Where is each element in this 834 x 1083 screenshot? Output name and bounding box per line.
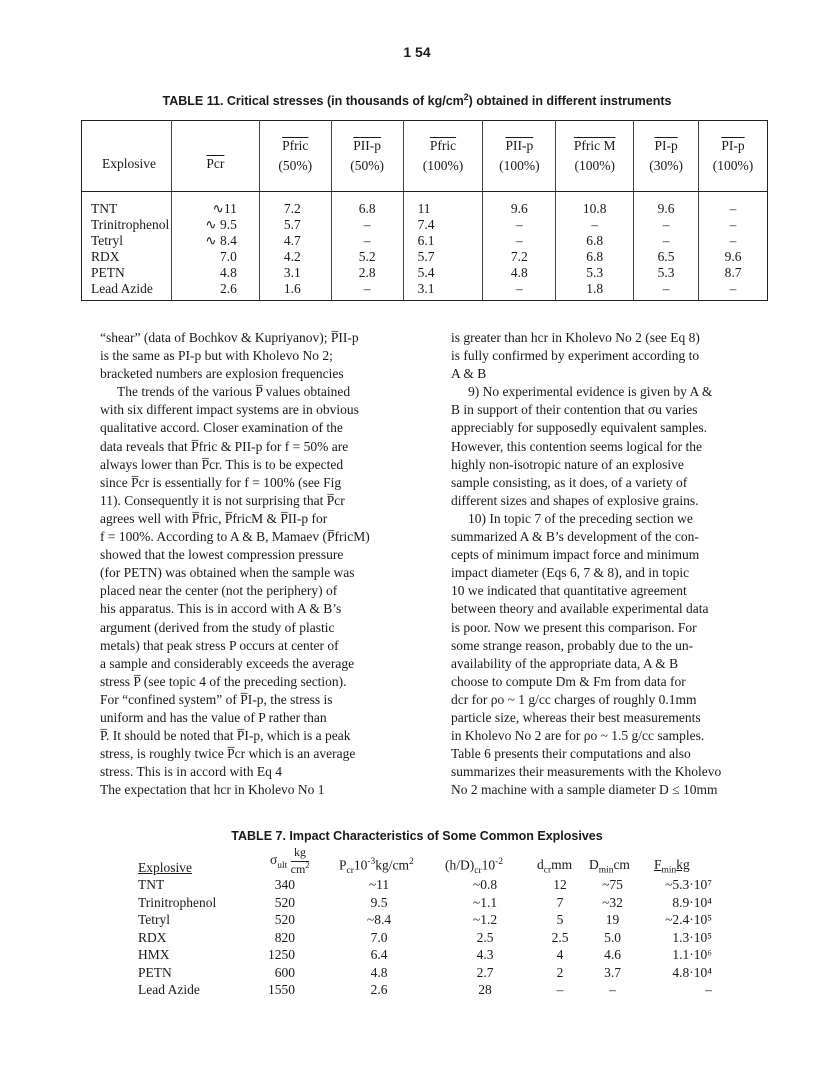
table7-cell-value: 1250 [268,947,295,962]
table11-header-symbol: PI-p [654,138,678,153]
table7-cell-value: 520 [274,894,295,910]
table11-header-pfric-50 [259,121,331,192]
text-line: agrees well with P̅fric, P̅fricM & P̅II-p for [100,510,328,526]
table11-cell-value: – [331,233,403,249]
table11-header-percent: (50%) [278,158,313,173]
table7-cell-value: 4.6 [604,947,621,962]
table11-cell-value: – [634,217,699,233]
table7-header-sigma-ult: $\sigma_{ult} \frac{kg}{cm^2}$ [270,845,310,876]
text-line: dcr for ρo ~ 1 g/cc charges of roughly 0.1mm [451,691,697,707]
table7-row [138,964,716,982]
text-line: particle size, whereas their best measurements [451,709,701,725]
table11-cell-value: 5.2 [331,249,403,265]
table11-cell-explosive: RDX [91,249,120,264]
table7-cell-value: 2.6 [370,982,388,997]
table11-cell-value: ∿ 9.5 [171,217,259,233]
table7-header-explosive: Explosive [138,860,192,875]
table7-cell-value: 1550 [268,982,295,997]
table11-cell-value: 5.3 [556,265,634,281]
text-line: bracketed numbers are explosion frequencies [100,366,344,382]
table7-cell-value: 2.7 [476,964,494,980]
table7-row [138,981,716,999]
text-line: appreciably for supposedly equivalent samples. [451,420,708,436]
table11-header-row [82,121,768,192]
text-line: stress. This is in accord with Eq 4 [100,764,282,780]
table11-header-percent: (100%) [712,158,754,173]
table11-cell-value: – [331,281,403,301]
table11-header-pii-p-100 [483,121,556,192]
table11-header-percent: (30%) [649,158,683,173]
table11-row [82,192,768,218]
table11-cell-value: 6.1 [403,233,483,249]
table7-header-pcr: $P_{cr}10^{-3}kg/cm^2$ [339,856,414,876]
text-line: availability of the appropriate data, A & B [451,655,679,671]
table11-header-symbol: PI-p [721,138,745,153]
table7-cell-value: – [556,982,564,997]
table11-header-symbol: Pfric [282,138,309,153]
table7-cell-explosive: Trinitrophenol [138,894,217,910]
table11-cell-value: 6.8 [331,192,403,218]
table7-cell-explosive: Tetryl [138,912,171,927]
table11-cell-value: 4.2 [259,249,331,265]
text-line: (for PETN) was obtained when the sample was [100,565,355,581]
table11-header-pfric-100 [403,121,483,192]
table7-cell-value: ~8.4 [366,912,392,927]
text-line: B in support of their contention that σu varies [451,402,698,418]
text-line: sample consisting, as it does, of a variety of [451,474,688,490]
text-line: showed that the lowest compression pressure [100,547,344,563]
table11-cell-value: 3.1 [403,281,483,301]
table11-cell-value: 5.7 [403,249,483,265]
text-line: some strange reason, probably due to the un- [451,637,694,653]
text-line: impact diameter (Eqs 6, 7 & 8), and in topic [451,565,690,581]
table11-cell-value: – [556,217,634,233]
table11-body [82,192,768,301]
text-line: uniform and has the value of P rather than [100,709,327,725]
table11-header-percent: (50%) [350,158,384,173]
text-line: is greater than hcr in Kholevo No 2 (see Eq 8) [451,330,700,345]
table11-cell-value: 5.4 [403,265,483,281]
text-line: Table 6 presents their computations and also [451,746,691,762]
table11-cell-value: – [483,233,556,249]
table7 [138,846,716,999]
text-line: is fully confirmed by experiment according to [451,348,700,364]
text-line: placed near the center (not the periphery) of [100,583,338,599]
table7-cell-value: 4.3 [476,947,494,962]
text-line: However, this contention seems logical for the [451,438,703,454]
text-line: always lower than P̅cr. This is to be expected [100,456,344,472]
table11-header-symbol: PII-p [353,138,381,153]
table7-cell-value: 340 [274,877,295,892]
table11-cell-value: 7.4 [403,217,483,233]
table11-cell-explosive: Trinitrophenol [91,217,170,232]
table7-row [138,894,716,912]
text-line: metals) that peak stress P occurs at center of [100,637,339,653]
text-line: summarizes their measurements with the Kholevo [451,764,722,780]
table11-caption: TABLE 11. Critical stresses (in thousands of $kg/cm^2$) obtained in different instruments [162,92,672,109]
table7-body [138,876,716,999]
table11-header-pcr [171,121,259,192]
table7-cell-value: ~1.1 [472,894,498,910]
table7-cell-value: 4 [556,947,564,962]
table11 [81,120,768,301]
text-line: data reveals that P̅fric & PII-p for f = 50% are [100,438,349,454]
table11-header-pii-p-50 [331,121,403,192]
text-line: with six different impact systems are in obvious [100,402,359,418]
text-line: “shear” (data of Bochkov & Kupriyanov); P̅II-p [100,330,359,345]
text-line: is the same as PI-p but with Kholevo No 2; [100,348,333,364]
table11-cell-value: 2.8 [331,265,403,281]
table7-row [138,929,716,947]
table7-cell-value: 6.4 [370,947,388,962]
left-text-column [100,329,370,799]
table11-cell-value: 1.6 [259,281,331,301]
table7-cell-explosive: HMX [138,947,170,962]
table11-cell-value: 5.7 [259,217,331,233]
text-line: The expectation that hcr in Kholevo No 1 [100,782,325,798]
table11-cell-value: – [331,217,403,233]
table11-cell-value: 11 [403,192,483,218]
text-line: his apparatus. This is in accord with A & B’s [100,601,342,617]
table11-cell-value: 6.8 [556,233,634,249]
text-line: different sizes and shapes of explosive grains. [451,492,699,508]
table11-cell-value: – [699,281,768,301]
right-text-column [451,329,721,799]
table11-cell-value: ∿ 8.4 [171,233,259,249]
table7-cell-value: 2.5 [476,929,494,945]
table11-header-percent: (100%) [422,158,464,173]
text-line: summarized A & B’s development of the con- [451,529,699,545]
table7-cell-value: ~75 [602,877,623,892]
table7-cell-value: 820 [274,929,295,945]
table11-cell-value: – [634,233,699,249]
table11-row [82,249,768,265]
table11-cell-value: 8.7 [699,265,768,281]
table7-cell-value: – [609,982,616,997]
table11-cell-value: 5.3 [634,265,699,281]
table11-header-symbol: PII-p [505,138,534,153]
table11-cell-explosive: PETN [91,265,125,280]
table7-cell-value: 12 [553,877,567,892]
table11-cell-value: ∿11 [171,192,259,218]
table11-cell-value: 6.8 [556,249,634,265]
table7-cell-value: 19 [605,912,620,927]
text-line: between theory and available experimental data [451,601,709,617]
table11-cell-value: 2.6 [171,281,259,301]
table7-cell-value: 2 [556,964,564,980]
table11-cell-value: 4.8 [171,265,259,281]
text-line: stress, is roughly twice P̅cr which is an average [100,746,356,762]
table7-cell-value: 1.3·10⁵ [672,929,712,945]
text-line: P̅. It should be noted that P̅I-p, which is a peak [100,728,351,744]
text-line: 9) No experimental evidence is given by A & [468,384,713,400]
table7-header-fmin: $F_{min}kg$ [654,857,690,876]
table7-cell-explosive: TNT [138,877,165,892]
table11-cell-value: 10.8 [556,192,634,218]
table11-header-symbol: $\overline{Pcr}$ [206,156,225,171]
table11-header-pi-p-30 [634,121,699,192]
table7-cell-value: 8.9·10⁴ [672,894,712,910]
table11-cell-value: – [699,192,768,218]
table7-cell-explosive: PETN [138,964,172,980]
text-line: argument (derived from the study of plastic [100,619,335,635]
table7-cell-value: – [705,982,712,997]
table11-cell-value: 7.2 [483,249,556,265]
table7-cell-value: ~2.4·10⁵ [665,912,712,927]
page-number: 1 54 [403,44,431,60]
table11-cell-value: 9.6 [699,249,768,265]
table11-header-pi-p-100 [699,121,768,192]
text-line: cepts of minimum impact force and minimum [451,547,700,563]
text-line: a sample and considerably exceeds the average [100,655,355,671]
table7-cell-value: 4.8 [370,964,388,980]
text-line: The trends of the various P̅ values obtained [117,384,351,400]
text-line: in Kholevo No 2 are for ρo ~ 1.5 g/cc samples. [451,728,705,744]
text-line: highly non-isotropic nature of an explosive [451,456,684,472]
text-line: f = 100%. According to A & B, Mamaev (P̅fricM) [100,529,370,545]
table7-cell-value: ~32 [602,894,623,910]
text-line: since P̅cr is essentially for f = 100% (see Fig [100,474,342,490]
table11-cell-value: – [699,217,768,233]
text-line: 10) In topic 7 of the preceding section we [468,510,693,526]
text-line: is poor. Now we present this comparison. For [451,619,697,635]
table7-cell-explosive: RDX [138,929,167,945]
table11-cell-value: – [699,233,768,249]
table11-cell-value: – [634,281,699,301]
table7-cell-explosive: Lead Azide [138,982,200,997]
table7-header-dmin: $D_{min}cm$ [589,857,630,876]
table7-cell-value: 5 [556,912,564,927]
table11-row [82,233,768,249]
table7-header-dcr: $d_{cr}mm$ [537,857,573,876]
table11-row [82,217,768,233]
table11-cell-explosive: Lead Azide [91,281,153,296]
table7-row [138,876,716,894]
table7-cell-value: 28 [478,982,492,997]
table11-header-pfricm-100 [556,121,634,192]
table7-cell-value: 2.5 [551,929,569,945]
table11-cell-value: 6.5 [634,249,699,265]
table11-header-symbol: Pfric M [573,138,616,153]
table11-cell-value: – [483,217,556,233]
table11-cell-value: 9.6 [483,192,556,218]
table7-cell-value: 9.5 [370,894,388,910]
table11-cell-value: 9.6 [634,192,699,218]
table11-header-symbol: Pfric [429,138,457,153]
table7-cell-value: 1.1·10⁶ [672,947,712,962]
text-line: stress P̅ (see topic 4 of the preceding section). [100,673,347,689]
table7-header-h-d-cr: $(h/D)_{cr}10^{-2}$ [445,856,503,876]
table11-header-explosive [82,121,172,192]
table11-row [82,265,768,281]
table7-header-row [138,846,716,876]
table7-row [138,911,716,929]
table7-cell-value: 5.0 [604,929,621,945]
table11-row [82,281,768,301]
table7-cell-value: ~1.2 [472,912,498,927]
text-line: 10 we indicated that quantitative agreement [451,583,687,599]
table11-header-percent: (100%) [499,158,540,173]
table7-cell-value: ~5.3·10⁷ [665,877,712,892]
table11-cell-explosive: TNT [91,201,118,216]
table11-cell-value: – [483,281,556,301]
table7-cell-value: 7 [556,894,564,910]
table11-header-percent: (100%) [574,158,615,173]
table11-cell-value: 4.7 [259,233,331,249]
text-line: qualitative accord. Closer examination of the [100,420,343,436]
table11-cell-value: 1.8 [556,281,634,301]
table11-cell-value: 4.8 [483,265,556,281]
table7-cell-value: 7.0 [370,929,388,945]
table7-cell-value: 3.7 [604,964,621,980]
text-line: 11). Consequently it is not surprising that P̅cr [100,492,345,508]
table11-cell-value: 7.0 [171,249,259,265]
text-line: No 2 machine with a sample diameter D ≤ 10mm [451,782,718,798]
text-line: choose to compute Dm & Fm from data for [451,673,686,689]
table7-cell-value: 4.8·10⁴ [672,964,712,980]
table11-cell-explosive: Tetryl [91,233,124,248]
table7-cell-value: ~11 [368,877,390,892]
table7-cell-value: 600 [274,964,295,980]
table11-cell-value: 3.1 [259,265,331,281]
table7-row [138,946,716,964]
text-line: A & B [451,366,487,382]
table11-header-symbol: Explosive [102,156,156,171]
table7-caption: TABLE 7. Impact Characteristics of Some Common Explosives [231,829,603,843]
text-line: For “confined system” of P̅I-p, the stress is [100,691,333,707]
table11-cell-value: 7.2 [259,192,331,218]
table7-cell-value: ~0.8 [472,877,498,892]
table7-cell-value: 520 [274,912,295,927]
